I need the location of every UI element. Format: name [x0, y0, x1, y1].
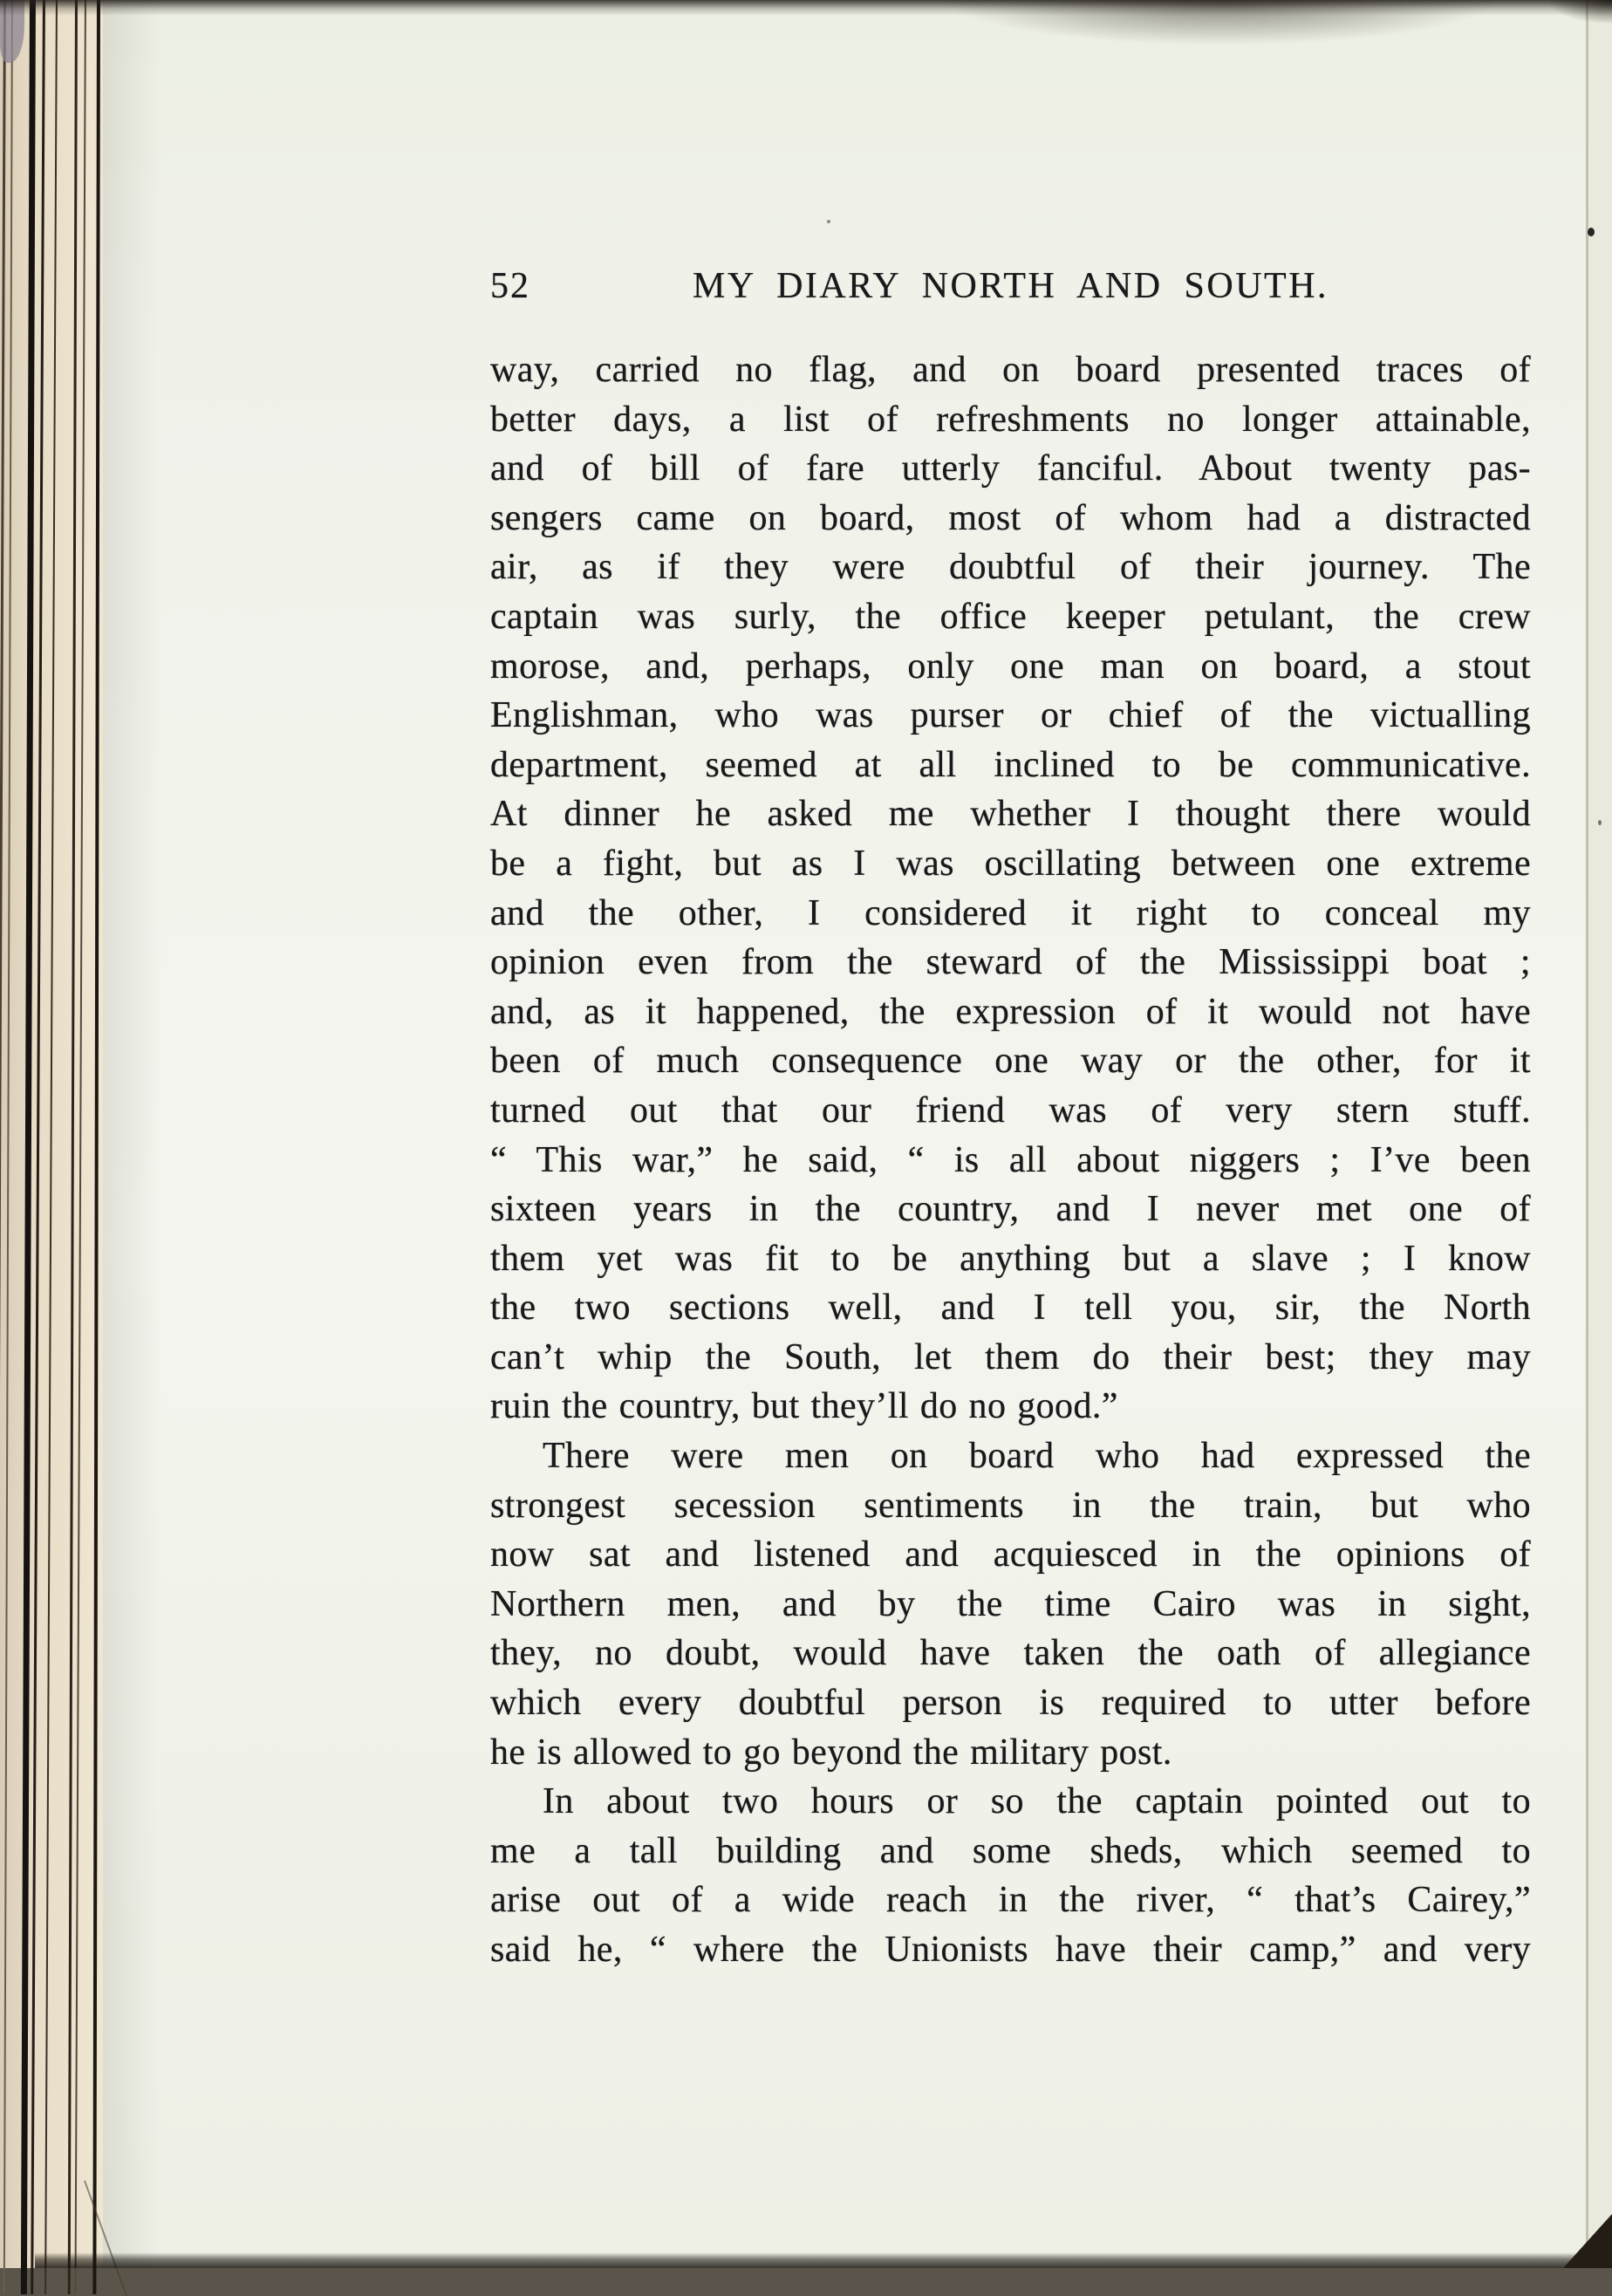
- text-line: me a tall building and some sheds, which seemed to: [490, 1830, 1531, 1871]
- text-line: the two sections well, and I tell you, sir, the North: [490, 1288, 1531, 1329]
- body-text: [490, 345, 1531, 1975]
- page-edge-line: [44, 0, 58, 2294]
- text-line: “ This war,” he said, “ is all about niggers ; I’ve been: [490, 1139, 1531, 1180]
- book-page: [100, 0, 1612, 2268]
- text-line: way, carried no flag, and on board presented traces of: [490, 350, 1531, 390]
- text-line: and the other, I considered it right to conceal my: [490, 892, 1531, 933]
- text-line: them yet was fit to be anything but a slave ; I know: [490, 1238, 1531, 1279]
- text-line: Northern men, and by the time Cairo was in sight,: [490, 1583, 1531, 1624]
- text-line: now sat and listened and acquiesced in the opinions of: [490, 1534, 1531, 1575]
- text-line: In about two hours or so the captain pointed out to: [543, 1781, 1531, 1822]
- text-line: department, seemed at all inclined to be communicative.: [490, 744, 1531, 785]
- ink-speck: [1598, 820, 1602, 825]
- page-edge-line: [3, 0, 13, 2294]
- text-line: which every doubtful person is required to utter before: [490, 1683, 1531, 1724]
- scan-top-smudge: [942, 0, 1500, 45]
- text-line: been of much consequence one way or the other, for it: [490, 1041, 1531, 1082]
- text-line: can’t whip the South, let them do their best; they may: [490, 1336, 1531, 1377]
- text-line: strongest secession sentiments in the train, but who: [490, 1485, 1531, 1526]
- scan-bottom-edge: [35, 2252, 1612, 2268]
- text-line: better days, a list of refreshments no longer attainable,: [490, 399, 1531, 440]
- page-number: 52: [490, 266, 530, 306]
- page-edges: [0, 0, 103, 2268]
- text-line: morose, and, perhaps, only one man on board, a stout: [490, 646, 1531, 687]
- text-line: There were men on board who had expressed the: [543, 1436, 1531, 1477]
- text-line: turned out that our friend was of very stern stuff.: [490, 1090, 1531, 1131]
- text-line: sixteen years in the country, and I never met one of: [490, 1189, 1531, 1230]
- text-line: they, no doubt, would have taken the oath of allegiance: [490, 1633, 1531, 1674]
- text-line: said he, “ where the Unionists have their camp,” and very: [490, 1930, 1531, 1970]
- text-line: and, as it happened, the expression of it would not have: [490, 991, 1531, 1032]
- text-line: arise out of a wide reach in the river, “ that’s Cairey,”: [490, 1880, 1531, 1921]
- text-line: he is allowed to go beyond the military post.: [490, 1732, 1172, 1773]
- text-line: be a fight, but as I was oscillating between one extreme: [490, 843, 1531, 884]
- page-right-edge: [1586, 0, 1612, 2268]
- text-line: ruin the country, but they’ll do no good.”: [490, 1386, 1118, 1427]
- running-title: MY DIARY NORTH AND SOUTH.: [692, 266, 1329, 306]
- text-line: air, as if they were doubtful of their journey. The: [490, 547, 1531, 588]
- scan-top-corner-smudge: [1551, 0, 1612, 23]
- text-line: opinion even from the steward of the Mississippi boat ;: [490, 942, 1531, 983]
- page-header: [490, 264, 1531, 308]
- text-line: At dinner he asked me whether I thought there would: [490, 794, 1531, 835]
- text-line: and of bill of fare utterly fanciful. About twenty pas-: [490, 448, 1531, 489]
- text-line: sengers came on board, most of whom had a distracted: [490, 497, 1531, 538]
- text-line: captain was surly, the office keeper petulant, the crew: [490, 596, 1531, 637]
- text-line: Englishman, who was purser or chief of the victualling: [490, 695, 1531, 736]
- ink-speck: [827, 220, 830, 223]
- ink-speck: [1588, 228, 1595, 236]
- page-edge-line: [92, 0, 100, 2294]
